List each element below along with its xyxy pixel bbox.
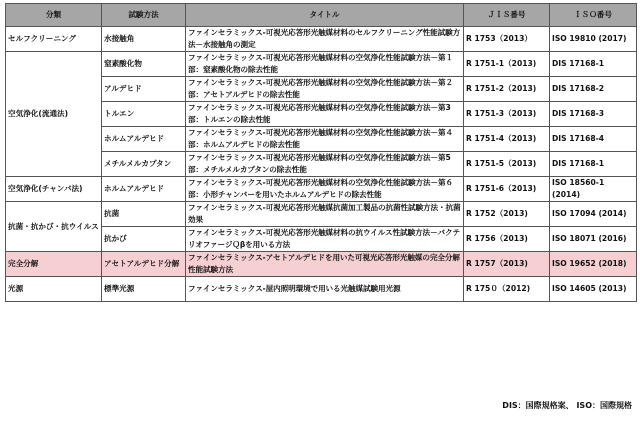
method-cell: 水接触角: [102, 27, 186, 52]
iso-cell: ISO 17094 (2014): [550, 202, 637, 227]
title-cell: ファインセラミックス-可視光応答形光触媒材料の空気浄化性能試験方法－第3部：トルエンの除去性能: [186, 102, 464, 127]
iso-cell: DIS 17168-4: [550, 127, 637, 152]
title-cell: ファインセラミックス-可視光応答形光触媒抗菌加工製品の抗菌性試験方法・抗菌効果: [186, 202, 464, 227]
method-cell: 抗かび: [102, 227, 186, 252]
method-cell: 抗菌: [102, 202, 186, 227]
title-cell: ファインセラミックス-屋内照明環境で用いる光触媒試験用光源: [186, 277, 464, 302]
header-test-method: 試験方法: [102, 4, 186, 27]
method-cell: アルデヒド: [102, 77, 186, 102]
jis-cell: R 1752（2013): [464, 202, 550, 227]
jis-cell: R 1751-4（2013): [464, 127, 550, 152]
table-row-highlighted: [6, 252, 637, 277]
iso-cell: ISO 14605 (2013): [550, 277, 637, 302]
table-row: [6, 177, 637, 202]
table-row: [6, 277, 637, 302]
category-cell: 空気浄化(流通法): [6, 52, 102, 177]
method-cell: ホルムアルデヒド: [102, 177, 186, 202]
header-jis-number: ＪＩＳ番号: [464, 4, 550, 27]
iso-cell: DIS 17168-2: [550, 77, 637, 102]
jis-cell: R 1756（2013): [464, 227, 550, 252]
method-cell: メチルメルカプタン: [102, 152, 186, 177]
jis-cell: R 1751-6（2013): [464, 177, 550, 202]
title-cell: ファインセラミックス-可視光応答形光触媒材料のセルフクリーニング性能試験方法－水接触角の測定: [186, 27, 464, 52]
iso-cell: ISO 19652 (2018): [550, 252, 637, 277]
category-cell: セルフクリーニング: [6, 27, 102, 52]
method-cell: ホルムアルデヒド: [102, 127, 186, 152]
header-iso-number: ＩＳＯ番号: [550, 4, 637, 27]
category-cell: 空気浄化(チャンバ法): [6, 177, 102, 202]
iso-cell: ISO 18071 (2016): [550, 227, 637, 252]
table-header-row: [6, 4, 637, 27]
header-category: 分類: [6, 4, 102, 27]
method-cell: 標準光源: [102, 277, 186, 302]
title-cell: ファインセラミックス-可視光応答形光触媒材料の抗ウイルス性試験方法－バクテリオファージＱβを用いる方法: [186, 227, 464, 252]
jis-cell: R 1751-1（2013): [464, 52, 550, 77]
table-row: [6, 52, 637, 77]
iso-cell: ISO 18560-1 (2014): [550, 177, 637, 202]
jis-cell: R 1751-2（2013): [464, 77, 550, 102]
iso-cell: DIS 17168-1: [550, 152, 637, 177]
iso-cell: DIS 17168-1: [550, 52, 637, 77]
title-cell: ファインセラミックス-可視光応答形光触媒材料の空気浄化性能試験方法－第６部：小形チャンバーを用いたホルムアルデヒドの除去性能: [186, 177, 464, 202]
title-cell: ファインセラミックス-可視光応答形光触媒材料の空気浄化性能試験方法－第４部：ホルムアルデヒドの除去性能: [186, 127, 464, 152]
jis-cell: R 1751-3（2013): [464, 102, 550, 127]
jis-cell: R 1751-5（2013): [464, 152, 550, 177]
standards-table: [5, 3, 637, 302]
jis-cell: R 1753（2013）: [464, 27, 550, 52]
title-cell: ファインセラミックス-可視光応答形光触媒材料の空気浄化性能試験方法－第5部：メチルメルカプタンの除去性能: [186, 152, 464, 177]
title-cell: ファインセラミックス-アセトアルデヒドを用いた可視光応答形光触媒の完全分解性能試験方法: [186, 252, 464, 277]
method-cell: 窒素酸化物: [102, 52, 186, 77]
iso-cell: DIS 17168-3: [550, 102, 637, 127]
jis-cell: R 1757（2013): [464, 252, 550, 277]
table-row: [6, 202, 637, 227]
category-cell: 完全分解: [6, 252, 102, 277]
iso-cell: ISO 19810 (2017): [550, 27, 637, 52]
footnote: DIS：国際規格案、 ISO：国際規格: [502, 401, 632, 410]
header-title: タイトル: [186, 4, 464, 27]
category-cell: 光源: [6, 277, 102, 302]
table-row: [6, 27, 637, 52]
method-cell: トルエン: [102, 102, 186, 127]
category-cell: 抗菌・抗かび・抗ウイルス: [6, 202, 102, 252]
title-cell: ファインセラミックス-可視光応答形光触媒材料の空気浄化性能試験方法－第２部：アセトアルデヒドの除去性能: [186, 77, 464, 102]
method-cell: アセトアルデヒド分解: [102, 252, 186, 277]
title-cell: ファインセラミックス-可視光応答形光触媒材料の空気浄化性能試験方法－第１部：窒素酸化物の除去性能: [186, 52, 464, 77]
jis-cell: R 175０（2012): [464, 277, 550, 302]
